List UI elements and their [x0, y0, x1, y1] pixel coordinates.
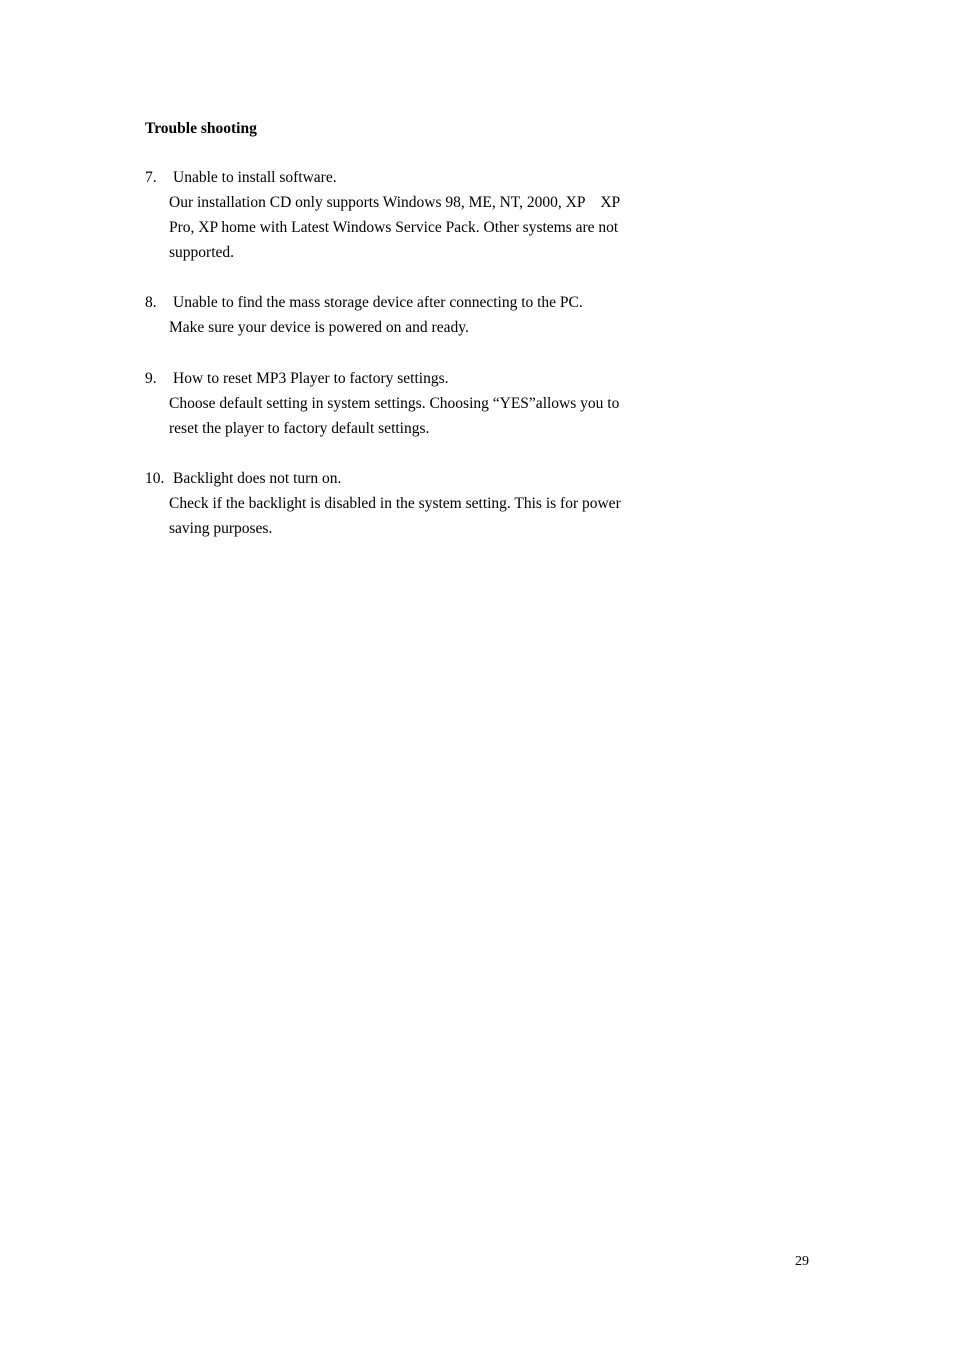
- troubleshooting-item: [145, 293, 685, 343]
- item-title-row: [145, 469, 685, 494]
- troubleshooting-item: [145, 168, 685, 268]
- item-number: 7.: [145, 169, 157, 186]
- troubleshooting-item: [145, 369, 685, 444]
- item-body: [169, 394, 667, 444]
- item-body: [169, 193, 667, 268]
- troubleshooting-item: [145, 469, 685, 544]
- item-body-line: saving purposes.: [169, 520, 273, 537]
- item-body-line: supported.: [169, 244, 235, 261]
- item-number: 10.: [145, 470, 165, 487]
- item-title: Backlight does not turn on.: [173, 470, 342, 487]
- item-number: 8.: [145, 294, 157, 311]
- item-body: [169, 494, 667, 544]
- item-body-line: Check if the backlight is disabled in the system setting. This is for power: [169, 495, 621, 512]
- item-body-line: Our installation CD only supports Windows 98, ME, NT, 2000, XP XP: [169, 194, 621, 211]
- item-body-line: reset the player to factory default settings.: [169, 420, 430, 437]
- item-title: Unable to find the mass storage device after connecting to the PC.: [173, 294, 583, 311]
- item-title: Unable to install software.: [173, 169, 337, 186]
- section-heading: Trouble shooting: [145, 120, 257, 137]
- item-title-row: [145, 293, 685, 318]
- item-number: 9.: [145, 370, 157, 387]
- item-body-line: Make sure your device is powered on and ready.: [169, 319, 469, 336]
- item-title: How to reset MP3 Player to factory settings.: [173, 370, 449, 387]
- page-number: 29: [795, 1254, 809, 1269]
- item-body-line: Choose default setting in system settings. Choosing “YES”allows you to: [169, 395, 620, 412]
- item-title-row: [145, 168, 685, 193]
- item-body: [169, 318, 667, 343]
- item-title-row: [145, 369, 685, 394]
- item-body-line: Pro, XP home with Latest Windows Service Pack. Other systems are not: [169, 219, 619, 236]
